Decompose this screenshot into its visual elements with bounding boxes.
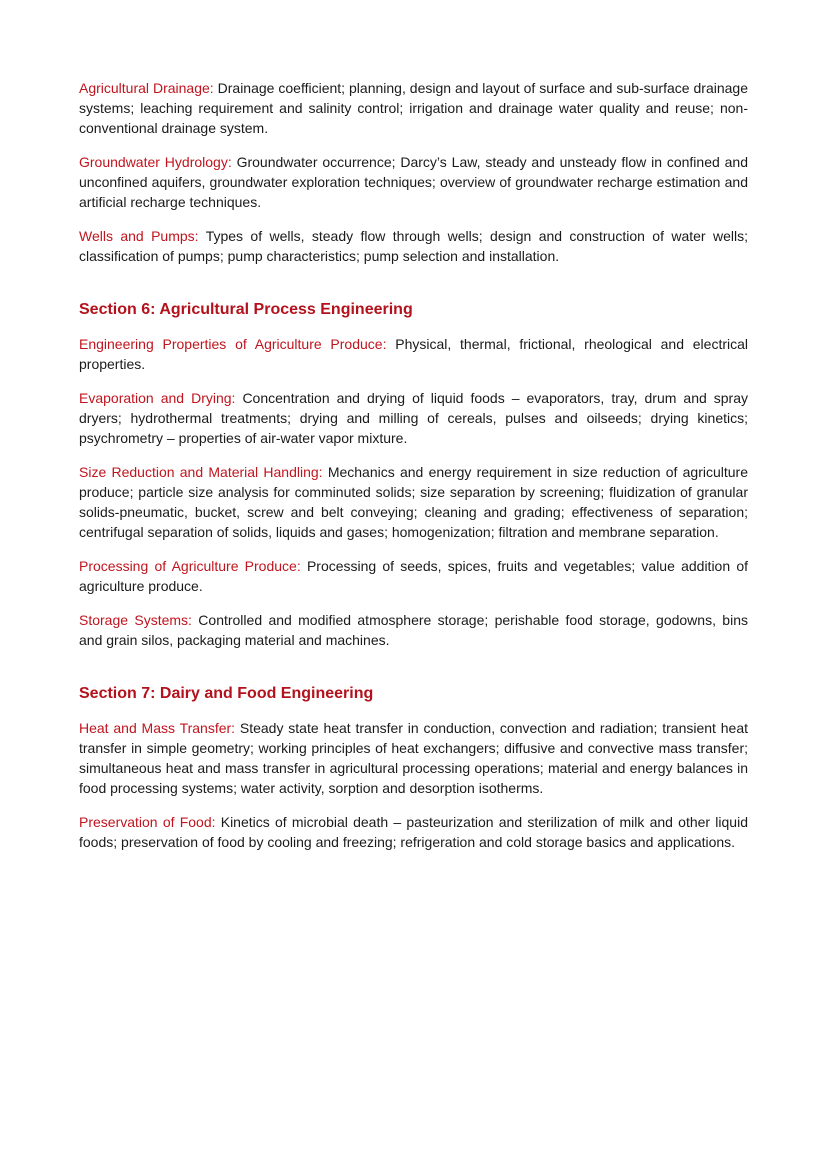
topic-engineering-properties [79,334,748,374]
topic-text: Groundwater occurrence; Darcy’s Law, steady and unsteady flow in confined and unconfined aquifers, groundwater exploration techniques; overview of groundwater recharge estimation and artificial recharge techniques. [79,154,748,210]
topic-term: Engineering Properties of Agriculture Produce: [79,336,387,352]
topic-term: Processing of Agriculture Produce: [79,558,301,574]
topic-term: Groundwater Hydrology: [79,154,232,170]
section-spacer [79,664,748,684]
topic-text: Steady state heat transfer in conduction, convection and radiation; transient heat transfer in simple geometry; working principles of heat exchangers; diffusive and convective mass transfer; simultaneous heat and mass transfer in agricultural processing operations; material and energy balances in food processing systems; water activity, sorption and desorption isotherms. [79,720,748,796]
topic-size-reduction [79,462,748,542]
section-spacer [79,280,748,300]
document-page [79,78,748,866]
topic-term: Heat and Mass Transfer: [79,720,236,736]
topic-text: Physical, thermal, frictional, rheological and electrical properties. [79,336,748,372]
topic-term: Agricultural Drainage: [79,80,214,96]
topic-text: Processing of seeds, spices, fruits and vegetables; value addition of agriculture produce. [79,558,749,594]
section-6-title: Section 6: Agricultural Process Engineering [79,301,413,318]
topic-term: Wells and Pumps: [79,228,199,244]
topic-text: Controlled and modified atmosphere storage; perishable food storage, godowns, bins and grain silos, packaging material and machines. [79,612,748,648]
topic-processing-of-produce [79,556,748,596]
topic-evaporation-and-drying [79,388,748,448]
topic-wells-and-pumps [79,226,748,266]
topic-term: Preservation of Food: [79,814,216,830]
topic-storage-systems [79,610,748,650]
topic-text: Drainage coefficient; planning, design and layout of surface and sub-surface drainage systems; leaching requirement and salinity control; irrigation and drainage water quality and reuse; non-conventional drainage system. [79,80,748,136]
topic-agricultural-drainage [79,78,748,138]
topic-term: Evaporation and Drying: [79,390,236,406]
topic-term: Storage Systems: [79,612,192,628]
topic-groundwater-hydrology [79,152,748,212]
section-7-title: Section 7: Dairy and Food Engineering [79,685,374,702]
topic-text: Mechanics and energy requirement in size reduction of agriculture produce; particle size analysis for comminuted solids; size separation by screening; fluidization of granular solids-pneumatic, bucket, screw and belt conveying; cleaning and grading; effectiveness of separation; centrifugal separation of solids, liquids and gases; homogenization; filtration and membrane separation. [79,464,749,540]
topic-text: Types of wells, steady flow through wells; design and construction of water wells; classification of pumps; pump characteristics; pump selection and installation. [79,228,748,264]
topic-text: Concentration and drying of liquid foods – evaporators, tray, drum and spray dryers; hydrothermal treatments; drying and milling of cereals, pulses and oilseeds; drying kinetics; psychrometry – properties of air-water vapor mixture. [79,390,749,446]
topic-heat-and-mass-transfer [79,718,748,798]
topic-preservation-of-food [79,812,748,852]
topic-term: Size Reduction and Material Handling: [79,464,323,480]
topic-text: Kinetics of microbial death – pasteurization and sterilization of milk and other liquid foods; preservation of food by cooling and freezing; refrigeration and cold storage basics and applications. [79,814,748,850]
